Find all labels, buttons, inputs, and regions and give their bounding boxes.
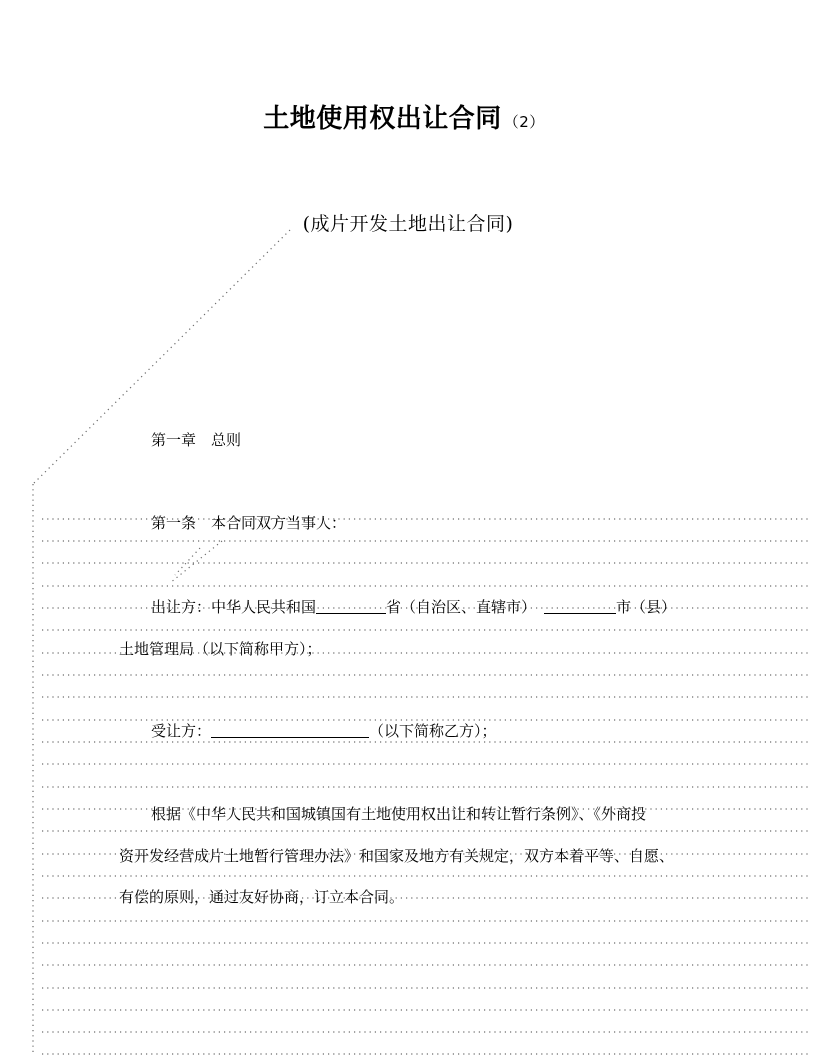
transferor-prefix: 出让方：中华人民共和国	[151, 598, 317, 616]
transferor-line	[151, 597, 676, 617]
title-number: （2）	[503, 113, 545, 131]
city-blank	[544, 598, 616, 614]
transferee-blank	[211, 722, 369, 738]
transferee-line	[151, 721, 497, 741]
document-subtitle: (成片开发土地出让合同)	[302, 213, 514, 235]
transferor-line-2: 土地管理局（以下简称甲方）；	[119, 640, 322, 658]
title-text: 土地使用权出让合同	[263, 104, 502, 134]
basis-line-1: 根据《中华人民共和国城镇国有土地使用权出让和转让暂行条例》、《外商投	[151, 805, 647, 823]
transferor-city: 市（县）	[616, 598, 677, 616]
chapter-heading: 第一章 总则	[151, 431, 242, 449]
transferee-prefix: 受让方：	[151, 722, 212, 740]
province-blank	[316, 598, 386, 614]
transferee-suffix: （以下简称乙方）；	[369, 722, 497, 740]
document-title	[0, 98, 808, 135]
basis-line-2: 资开发经营成片土地暂行管理办法》和国家及地方有关规定，双方本着平等、自愿、	[119, 847, 675, 865]
article-1: 第一条 本合同双方当事人：	[151, 514, 347, 532]
basis-line-3: 有偿的原则，通过友好协商，订立本合同。	[119, 888, 405, 906]
transferor-province: 省（自治区、直辖市）	[386, 598, 537, 616]
